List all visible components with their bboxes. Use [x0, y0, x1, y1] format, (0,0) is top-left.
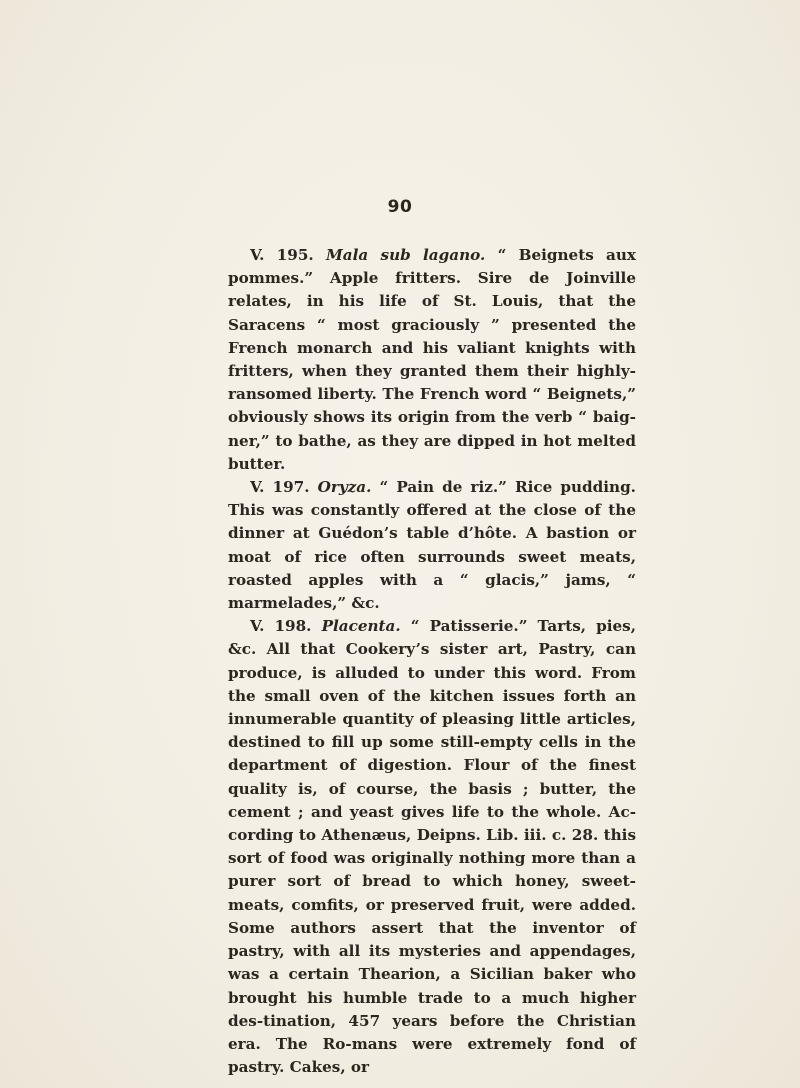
entry-text: “ Pain de riz.” Rice pudding. This was constantly offered at the close of the dinner at Guédon’s table d’hôte. A bastion or moat of rice often surrounds sweet meats, roasted apples with a “ glacis,” jams, “ marmelades,” &c. — [228, 478, 636, 613]
latin-term: Placenta. — [321, 617, 401, 636]
entry-reference: V. 198. — [250, 617, 312, 636]
entry-text: “ Beignets aux pommes.” Apple fritters. Sire de Joinville relates, in his life of St. Louis, that the Saracens “ most graciously ” presented the French monarch and his valiant knights with fritters, when they granted them their highly-ransomed liberty. The French word “ Beignets,” obviously shows its origin from the verb “ baig-ner,” to bathe, as they are dipped in hot melted butter. — [228, 246, 636, 473]
body-text — [228, 244, 636, 1079]
entry-v198 — [228, 615, 636, 1079]
latin-term: Mala sub lagano. — [325, 246, 486, 264]
entry-v195 — [228, 244, 636, 476]
entry-reference: V. 197. — [250, 478, 310, 497]
entry-v197 — [228, 476, 636, 615]
page-number: 90 — [387, 197, 413, 217]
entry-reference: V. 195. — [250, 246, 314, 264]
entry-text: “ Patisserie.” Tarts, pies, &c. All that Cookery’s sister art, Pastry, can produce, is alluded to under this word. From the small oven of the kitchen issues forth an innumerable quantity of pleasing little articles, destined to fill up some still-empty cells in the department of digestion. Flour of the finest quality is, of course, the basis ; butter, the cement ; and yeast gives life to the whole. Ac-cording to Athenæus, Deipns. Lib. iii. c. 28. this sort of food was originally nothing more than a purer sort of bread to which honey, sweet-meats, comfits, or preserved fruit, were added. Some authors assert that the inventor of pastry, with all its mysteries and appendages, was a certain Thearion, a Sicilian baker who brought his humble trade to a much higher des-tination, 457 years before the Christian era. The Ro-mans were extremely fond of pastry. Cakes, or — [228, 617, 637, 1077]
latin-term: Oryza. — [317, 478, 372, 497]
